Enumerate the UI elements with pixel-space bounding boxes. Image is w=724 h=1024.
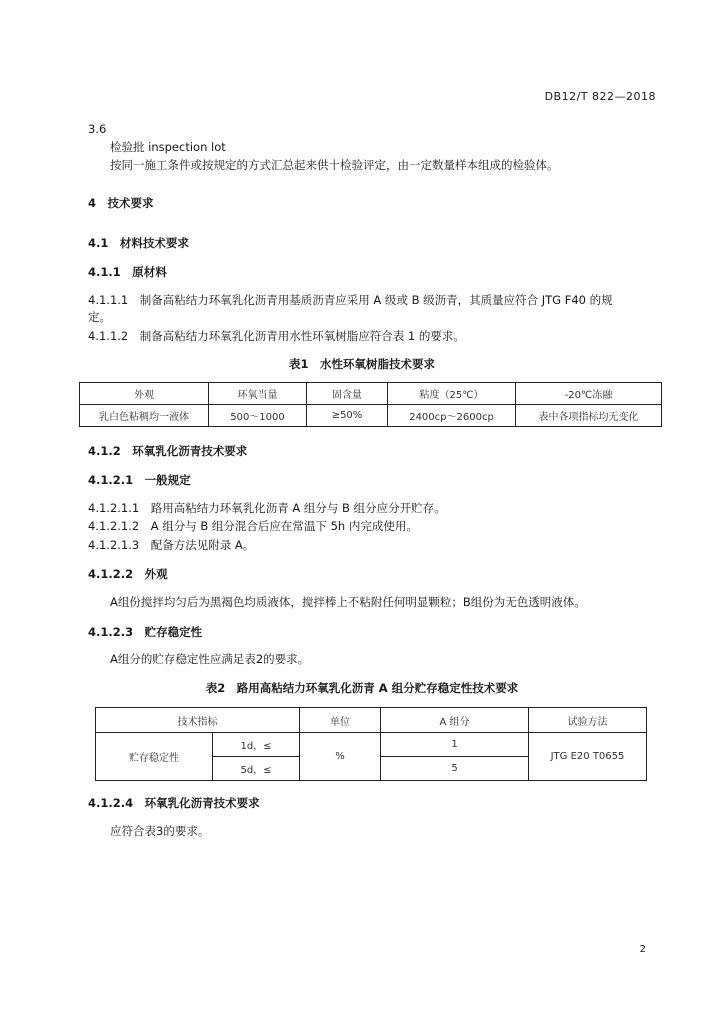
table2-value-cell: 5 xyxy=(381,757,529,781)
term-definition: 按同一施工条件或按规定的方式汇总起来供十检验评定，由一定数量样本组成的检验体。 xyxy=(110,158,559,172)
table2-header-row xyxy=(96,708,647,733)
section-heading-4-1-2: 4.1.2 环氧乳化沥青技术要求 xyxy=(88,444,248,458)
table2-header-cell: 单位 xyxy=(300,708,381,733)
table2-row xyxy=(96,733,647,757)
section-heading-4: 4 技术要求 xyxy=(88,196,154,210)
table1-header-cell: -20℃冻融 xyxy=(516,383,662,405)
section-heading-4-1-2-1: 4.1.2.1 一般规定 xyxy=(88,473,191,487)
table1-caption: 表1 水性环氧树脂技术要求 xyxy=(288,357,435,371)
storage-stability-body: A组分的贮存稳定性应满足表2的要求。 xyxy=(110,652,310,666)
table2-header-cell: A 组分 xyxy=(381,708,529,733)
section-heading-4-1-1: 4.1.1 原材料 xyxy=(88,265,167,279)
table2-unit-cell: % xyxy=(300,733,381,781)
table1-cell: ≥50% xyxy=(307,405,388,427)
section-heading-4-1-2-4: 4.1.2.4 环氧乳化沥青技术要求 xyxy=(88,796,260,810)
table1-header-cell: 环氧当量 xyxy=(209,383,307,405)
technical-requirements-body: 应符合表3的要求。 xyxy=(110,824,210,838)
table1-row xyxy=(80,405,662,427)
clause-4-1-2-1-1: 4.1.2.1.1 路用高粘结力环氧乳化沥青 A 组分与 B 组分应分开贮存。 xyxy=(88,501,446,515)
appearance-body: A组份搅拌均匀后为黑褐色均质液体，搅拌棒上不粘附任何明显颗粒；B组份为无色透明液体。 xyxy=(110,595,586,609)
term-inspection-lot: 检验批 inspection lot xyxy=(110,140,226,154)
clause-4-1-1-1-line1: 4.1.1.1 制备高粘结力环氧乳化沥青用基质沥青应采用 A 级或 B 级沥青，其质量应符合 JTG F40 的规 xyxy=(88,293,613,307)
table2-header-cell: 试验方法 xyxy=(529,708,647,733)
table1-header-cell: 外观 xyxy=(80,383,209,405)
table2-sub-cell: 1d，≤ xyxy=(213,733,300,757)
section-heading-4-1: 4.1 材料技术要求 xyxy=(88,236,189,250)
table2 xyxy=(95,707,647,781)
clause-4-1-1-1-line2: 定。 xyxy=(88,310,111,324)
clause-4-1-2-1-3: 4.1.2.1.3 配备方法见附录 A。 xyxy=(88,538,255,552)
section-number-3-6: 3.6 xyxy=(88,122,107,136)
document-code-header: DB12/T 822—2018 xyxy=(544,90,656,103)
table1-header-cell: 粘度（25℃） xyxy=(388,383,516,405)
clause-4-1-2-1-2: 4.1.2.1.2 A 组分与 B 组分混合后应在常温下 5h 内完成使用。 xyxy=(88,519,418,533)
table2-header-cell: 技术指标 xyxy=(96,708,300,733)
table2-caption: 表2 路用高粘结力环氧乳化沥青 A 组分贮存稳定性技术要求 xyxy=(205,681,519,695)
table1-cell: 表中各项指标均无变化 xyxy=(516,405,662,427)
page-number: 2 xyxy=(639,944,646,955)
table2-value-cell: 1 xyxy=(381,733,529,757)
table1-header-row xyxy=(80,383,662,405)
table1-header-cell: 固含量 xyxy=(307,383,388,405)
table2-method-cell: JTG E20 T0655 xyxy=(529,733,647,781)
clause-4-1-1-2: 4.1.1.2 制备高粘结力环氧乳化沥青用水性环氧树脂应符合表 1 的要求。 xyxy=(88,329,465,343)
table1-cell: 乳白色粘稠均一液体 xyxy=(80,405,209,427)
table1-cell: 500～1000 xyxy=(209,405,307,427)
section-heading-4-1-2-2: 4.1.2.2 外观 xyxy=(88,567,168,581)
table2-sub-cell: 5d，≤ xyxy=(213,757,300,781)
table2-indicator-cell: 贮存稳定性 xyxy=(96,733,213,781)
section-heading-4-1-2-3: 4.1.2.3 贮存稳定性 xyxy=(88,625,203,639)
table1 xyxy=(79,382,662,427)
table1-cell: 2400cp～2600cp xyxy=(388,405,516,427)
